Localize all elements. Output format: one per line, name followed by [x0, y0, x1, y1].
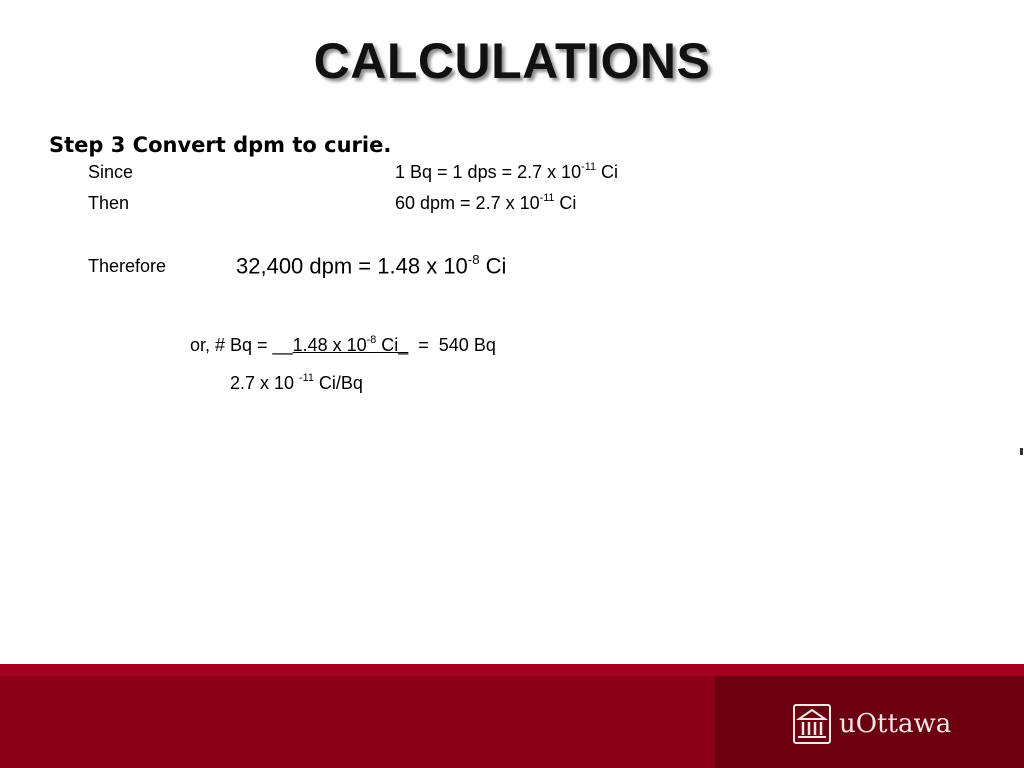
slide-title: CALCULATIONS [313, 33, 711, 89]
denominator-unit: Ci/Bq [313, 373, 363, 393]
denominator-exponent: -11 [299, 372, 314, 384]
or-result: = 540 Bq [408, 335, 496, 355]
then-expr-base: 60 dpm = 2.7 x 10 [395, 193, 540, 213]
since-expression [395, 162, 618, 183]
therefore-label: Therefore [88, 256, 167, 276]
bq-fraction-numerator-line [190, 335, 496, 356]
fraction-denominator [230, 373, 363, 394]
therefore-exponent: -8 [467, 252, 480, 267]
then-unit: Ci [554, 193, 577, 213]
therefore-expression [236, 253, 506, 279]
therefore-unit: Ci [479, 253, 507, 279]
fraction-numerator: 1.48 x $10^{-8}$ Ci_ [292, 334, 409, 355]
then-expression [395, 193, 576, 214]
since-expr-base: 1 Bq = 1 dps = 2.7 x 10 [395, 162, 582, 182]
edge-mark [1020, 448, 1023, 455]
numerator-exponent: -8 [366, 334, 377, 346]
therefore-expr-base: 32,400 dpm = 1.48 x 10 [236, 253, 468, 279]
brand-name: uOttawa [839, 709, 952, 739]
uottawa-logo [793, 704, 951, 744]
since-unit: Ci [595, 162, 618, 182]
university-building-icon [793, 704, 831, 744]
step-heading: Step 3 Convert dpm to curie. [49, 133, 392, 157]
since-exponent: -11 [581, 161, 596, 173]
since-label: Since [88, 162, 134, 182]
denominator-base: 2.7 x 10 [230, 373, 300, 393]
or-prefix: or, # Bq = __ [190, 335, 293, 355]
then-exponent: -11 [539, 192, 555, 204]
footer-highlight-strip [0, 664, 1024, 676]
then-label: Then [88, 193, 130, 213]
